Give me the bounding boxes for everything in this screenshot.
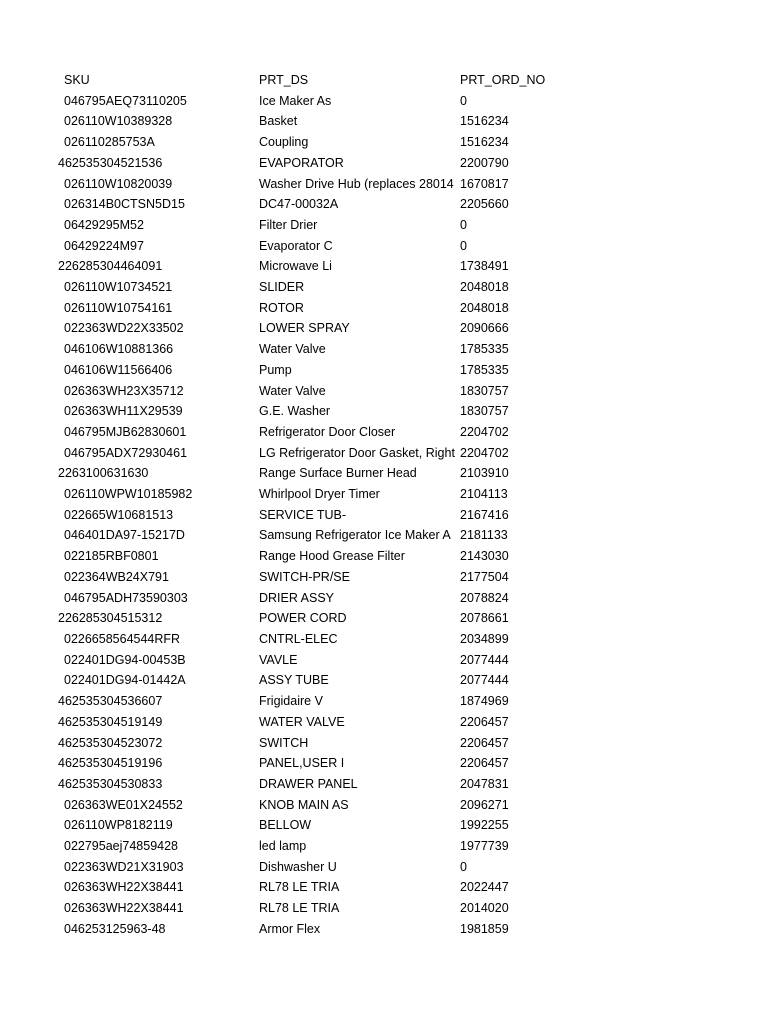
cell-prt-ds[interactable]: DC47-00032A xyxy=(259,197,339,212)
cell-prt-ds[interactable]: ROTOR xyxy=(259,300,304,315)
cell-prt-ord-no[interactable]: 2022447 xyxy=(460,880,509,895)
cell-prt-ord-no[interactable]: 1992255 xyxy=(460,818,509,833)
cell-prt-ord-no[interactable]: 1516234 xyxy=(460,114,509,129)
table-row xyxy=(58,691,597,712)
cell-prt-ord-no[interactable]: 2181133 xyxy=(460,528,508,543)
cell-prt-ord-no[interactable]: 1516234 xyxy=(460,135,509,150)
cell-prt-ord-no[interactable]: 2206457 xyxy=(460,714,509,729)
cell-prt-ord-no[interactable]: 2047831 xyxy=(460,776,509,791)
cell-prt-ds[interactable]: Water Valve xyxy=(259,342,326,357)
cell-prt-ds[interactable]: RL78 LE TRIA xyxy=(259,880,340,895)
table-row xyxy=(58,91,597,112)
cell-sku[interactable]: 462535304523072 xyxy=(58,735,163,750)
cell-sku[interactable]: 022665W10681513 xyxy=(64,507,174,522)
cell-prt-ds[interactable]: Evaporator C xyxy=(259,238,333,253)
table-row xyxy=(58,381,597,402)
cell-prt-ds[interactable]: Samsung Refrigerator Ice Maker A xyxy=(259,528,451,543)
cell-sku[interactable]: 06429295M52 xyxy=(64,217,144,232)
header-prt-ord-no[interactable]: PRT_ORD_NO xyxy=(460,73,546,87)
table-row xyxy=(58,132,597,153)
cell-sku[interactable]: 462535304519196 xyxy=(58,756,163,771)
cell-prt-ord-no[interactable]: 2014020 xyxy=(460,901,509,916)
table-row xyxy=(58,733,597,754)
table-row xyxy=(58,857,597,878)
cell-prt-ord-no[interactable]: 1785335 xyxy=(460,362,509,377)
cell-prt-ds[interactable]: Microwave Li xyxy=(259,259,332,274)
cell-prt-ds[interactable]: WATER VALVE xyxy=(259,714,345,729)
cell-sku[interactable]: 026363WH22X38441 xyxy=(64,901,184,916)
cell-sku[interactable]: 026110W10754161 xyxy=(64,300,173,315)
table-row xyxy=(58,484,597,505)
cell-prt-ds[interactable]: EVAPORATOR xyxy=(259,155,344,170)
cell-prt-ds[interactable]: G.E. Washer xyxy=(259,404,331,419)
cell-prt-ord-no[interactable]: 1670817 xyxy=(460,176,509,191)
cell-prt-ord-no[interactable]: 1830757 xyxy=(460,383,509,398)
cell-prt-ord-no[interactable]: 2200790 xyxy=(460,155,509,170)
cell-prt-ds[interactable]: Basket xyxy=(259,114,298,129)
cell-prt-ord-no[interactable]: 2204702 xyxy=(460,424,509,439)
cell-sku[interactable]: 026363WH11X29539 xyxy=(64,404,183,419)
parts-table xyxy=(58,70,597,940)
cell-prt-ord-no[interactable]: 2177504 xyxy=(460,569,509,584)
cell-prt-ds[interactable]: LOWER SPRAY xyxy=(259,321,350,336)
cell-sku[interactable]: 026363WE01X24552 xyxy=(64,797,183,812)
cell-sku[interactable]: 462535304521536 xyxy=(58,155,163,170)
cell-sku[interactable]: 026363WH22X38441 xyxy=(64,880,184,895)
cell-sku[interactable]: 022185RBF0801 xyxy=(64,549,159,564)
cell-prt-ord-no[interactable]: 2034899 xyxy=(460,631,509,646)
cell-prt-ord-no[interactable]: 0 xyxy=(460,859,467,874)
cell-sku[interactable]: 026110WPW10185982 xyxy=(64,487,193,502)
table-row xyxy=(58,277,597,298)
table-row xyxy=(58,650,597,671)
table-row xyxy=(58,608,597,629)
cell-sku[interactable]: 026110285753A xyxy=(64,135,155,150)
cell-prt-ds[interactable]: POWER CORD xyxy=(259,611,347,626)
table-row xyxy=(58,111,597,132)
cell-sku[interactable]: 2263100631630 xyxy=(58,466,149,481)
cell-prt-ds[interactable]: Frigidaire V xyxy=(259,694,323,709)
cell-prt-ord-no[interactable]: 1785335 xyxy=(460,342,509,357)
table-row xyxy=(58,919,597,940)
cell-prt-ord-no[interactable]: 2078824 xyxy=(460,590,509,605)
cell-sku[interactable]: 022363WD21X31903 xyxy=(64,859,184,874)
cell-sku[interactable]: 026314B0CTSN5D15 xyxy=(64,197,185,212)
table-row xyxy=(58,712,597,733)
cell-prt-ds[interactable]: DRIER ASSY xyxy=(259,590,335,605)
cell-prt-ord-no[interactable]: 2048018 xyxy=(460,300,509,315)
table-row xyxy=(58,629,597,650)
cell-sku[interactable]: 462535304519149 xyxy=(58,714,163,729)
cell-sku[interactable]: 046401DA97-15217D xyxy=(64,528,185,543)
cell-sku[interactable]: 046106W11566406 xyxy=(64,362,173,377)
cell-prt-ord-no[interactable]: 2204702 xyxy=(460,445,509,460)
cell-prt-ds[interactable]: VAVLE xyxy=(259,652,298,667)
cell-prt-ds[interactable]: Whirlpool Dryer Timer xyxy=(259,487,380,502)
cell-sku[interactable]: 026110W10820039 xyxy=(64,176,173,191)
header-sku[interactable]: SKU xyxy=(64,73,90,87)
table-row xyxy=(58,877,597,898)
cell-prt-ds[interactable]: Coupling xyxy=(259,135,309,150)
cell-prt-ds[interactable]: SWITCH-PR/SE xyxy=(259,569,350,584)
cell-prt-ds[interactable]: ASSY TUBE xyxy=(259,673,329,688)
cell-prt-ds[interactable]: SERVICE TUB- xyxy=(259,507,347,522)
cell-prt-ord-no[interactable]: 2078661 xyxy=(460,611,509,626)
table-row xyxy=(58,753,597,774)
cell-prt-ds[interactable]: Water Valve xyxy=(259,383,326,398)
cell-sku[interactable]: 022401DG94-00453B xyxy=(64,652,186,667)
table-row xyxy=(58,525,597,546)
cell-prt-ds[interactable]: LG Refrigerator Door Gasket, Right xyxy=(259,445,455,460)
cell-sku[interactable]: 046253125963-48 xyxy=(64,921,166,936)
table-row xyxy=(58,774,597,795)
table-row xyxy=(58,318,597,339)
cell-prt-ord-no[interactable]: 1874969 xyxy=(460,694,509,709)
cell-prt-ds[interactable]: RL78 LE TRIA xyxy=(259,901,340,916)
cell-prt-ord-no[interactable]: 2103910 xyxy=(460,466,509,481)
table-row xyxy=(58,795,597,816)
table-body xyxy=(58,91,597,940)
cell-prt-ord-no[interactable]: 2096271 xyxy=(460,797,509,812)
cell-sku[interactable]: 0226658564544RFR xyxy=(64,631,181,646)
header-prt-ds[interactable]: PRT_DS xyxy=(259,73,309,87)
cell-sku[interactable]: 022363WD22X33502 xyxy=(64,321,184,336)
table-row xyxy=(58,194,597,215)
cell-prt-ds[interactable]: Pump xyxy=(259,362,292,377)
cell-prt-ord-no[interactable]: 1830757 xyxy=(460,404,509,419)
cell-sku[interactable]: 026110WP8182119 xyxy=(64,818,173,833)
cell-prt-ord-no[interactable]: 2104113 xyxy=(460,487,508,502)
cell-sku[interactable]: 026110W10389328 xyxy=(64,114,173,129)
table-row xyxy=(58,546,597,567)
cell-prt-ds[interactable]: CNTRL-ELEC xyxy=(259,631,338,646)
cell-prt-ds[interactable]: DRAWER PANEL xyxy=(259,776,358,791)
cell-prt-ord-no[interactable]: 0 xyxy=(460,217,467,232)
cell-prt-ds[interactable]: Ice Maker As xyxy=(259,93,332,108)
cell-prt-ds[interactable]: PANEL,USER I xyxy=(259,756,345,771)
cell-sku[interactable]: 022401DG94-01442A xyxy=(64,673,186,688)
cell-sku[interactable]: 046795ADX72930461 xyxy=(64,445,188,460)
cell-prt-ord-no[interactable]: 0 xyxy=(460,238,467,253)
table-row xyxy=(58,505,597,526)
table-row xyxy=(58,256,597,277)
cell-prt-ord-no[interactable]: 0 xyxy=(460,93,467,108)
table-row xyxy=(58,360,597,381)
table-row xyxy=(58,670,597,691)
cell-prt-ord-no[interactable]: 1981859 xyxy=(460,921,509,936)
cell-prt-ord-no[interactable]: 2090666 xyxy=(460,321,509,336)
cell-sku[interactable]: 226285304515312 xyxy=(58,611,163,626)
cell-prt-ord-no[interactable]: 2205660 xyxy=(460,197,509,212)
cell-prt-ord-no[interactable]: 2206457 xyxy=(460,756,509,771)
cell-sku[interactable]: 026110W10734521 xyxy=(64,280,173,295)
table-row xyxy=(58,588,597,609)
cell-prt-ord-no[interactable]: 2143030 xyxy=(460,549,509,564)
cell-sku[interactable]: 046795AEQ73110205 xyxy=(64,93,187,108)
cell-prt-ord-no[interactable]: 2206457 xyxy=(460,735,509,750)
cell-prt-ord-no[interactable]: 2077444 xyxy=(460,652,509,667)
table-row xyxy=(58,236,597,257)
cell-prt-ord-no[interactable]: 2167416 xyxy=(460,507,509,522)
table-row xyxy=(58,298,597,319)
header-row xyxy=(58,70,597,91)
cell-sku[interactable]: 046106W10881366 xyxy=(64,342,174,357)
table-row xyxy=(58,567,597,588)
cell-prt-ds[interactable]: BELLOW xyxy=(259,818,312,833)
cell-prt-ds[interactable]: led lamp xyxy=(259,839,307,854)
cell-prt-ord-no[interactable]: 2077444 xyxy=(460,673,509,688)
cell-prt-ds[interactable]: SLIDER xyxy=(259,280,305,295)
table-row xyxy=(58,174,597,195)
cell-prt-ds[interactable]: Washer Drive Hub (replaces 28014 xyxy=(259,176,454,191)
table-row xyxy=(58,339,597,360)
cell-sku[interactable]: 226285304464091 xyxy=(58,259,163,274)
cell-sku[interactable]: 06429224M97 xyxy=(64,238,144,253)
cell-prt-ds[interactable]: Filter Drier xyxy=(259,217,318,232)
cell-prt-ds[interactable]: Range Surface Burner Head xyxy=(259,466,417,481)
cell-sku[interactable]: 022364WB24X791 xyxy=(64,569,169,584)
cell-sku[interactable]: 462535304536607 xyxy=(58,694,163,709)
cell-sku[interactable]: 462535304530833 xyxy=(58,776,163,791)
table-row xyxy=(58,443,597,464)
table-row xyxy=(58,401,597,422)
table-row xyxy=(58,422,597,443)
cell-prt-ds[interactable]: SWITCH xyxy=(259,735,309,750)
cell-sku[interactable]: 046795MJB62830601 xyxy=(64,424,187,439)
cell-prt-ds[interactable]: KNOB MAIN AS xyxy=(259,797,349,812)
cell-sku[interactable]: 046795ADH73590303 xyxy=(64,590,188,605)
cell-prt-ds[interactable]: Refrigerator Door Closer xyxy=(259,424,396,439)
cell-prt-ord-no[interactable]: 2048018 xyxy=(460,280,509,295)
cell-sku[interactable]: 022795aej74859428 xyxy=(64,839,179,854)
table-row xyxy=(58,463,597,484)
table-row xyxy=(58,815,597,836)
cell-prt-ds[interactable]: Dishwasher U xyxy=(259,859,337,874)
table-row xyxy=(58,836,597,857)
table-row xyxy=(58,215,597,236)
table-row xyxy=(58,898,597,919)
cell-prt-ds[interactable]: Armor Flex xyxy=(259,921,321,936)
cell-prt-ds[interactable]: Range Hood Grease Filter xyxy=(259,549,405,564)
table-row xyxy=(58,153,597,174)
cell-prt-ord-no[interactable]: 1738491 xyxy=(460,259,509,274)
cell-sku[interactable]: 026363WH23X35712 xyxy=(64,383,184,398)
cell-prt-ord-no[interactable]: 1977739 xyxy=(460,839,509,854)
